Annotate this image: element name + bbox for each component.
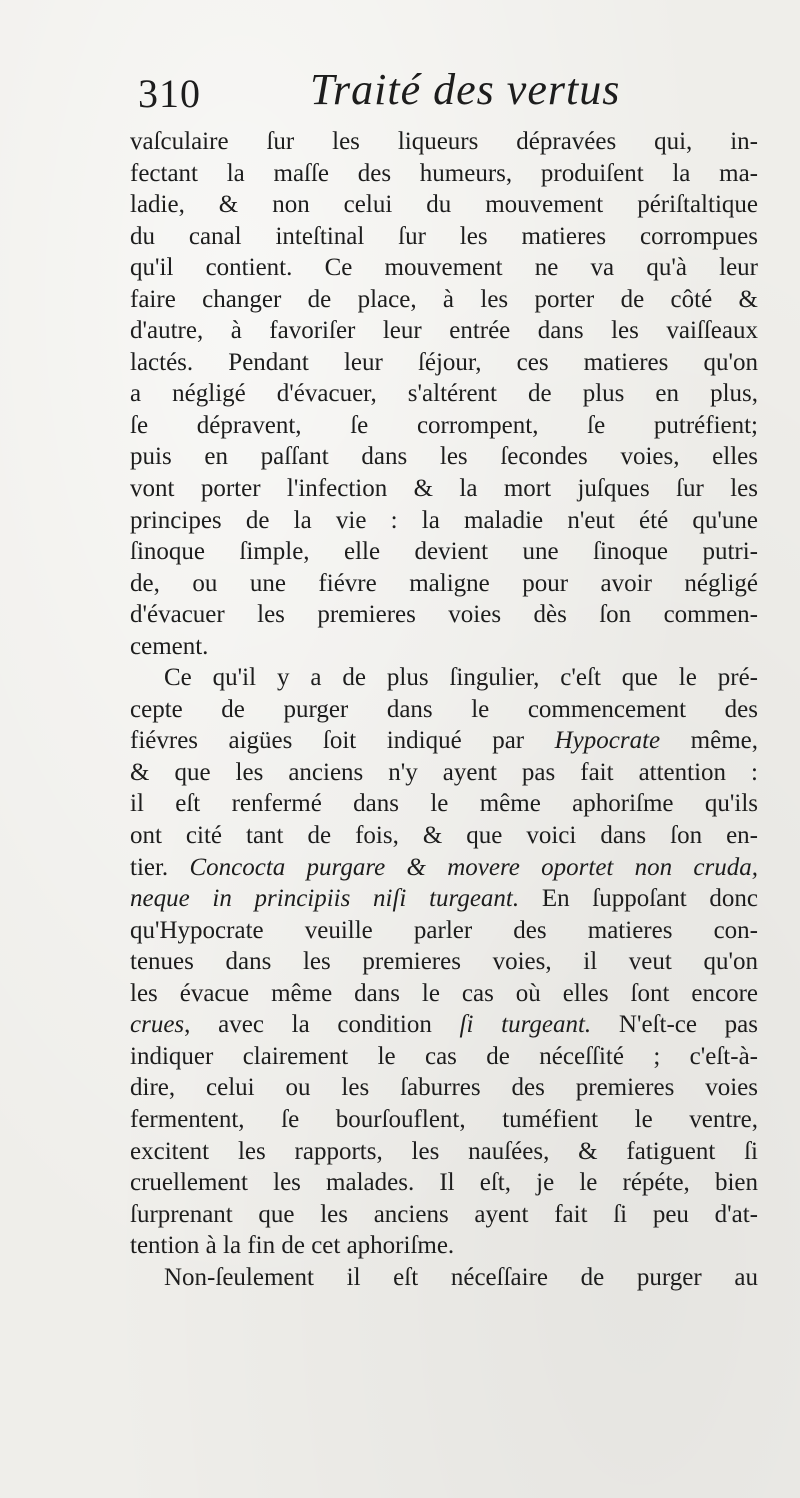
text-segment: Ce qu'il y a de plus ſingulier, c'eſt que le pré- xyxy=(164,664,758,692)
text-line xyxy=(130,1167,758,1199)
text-segment: tention à la fin de cet aphoriſme. xyxy=(130,1232,455,1260)
text-segment: excitent les rapports, les nauſées, & fatiguent ſi xyxy=(130,1137,758,1165)
text-segment: fiévres aigües ſoit indiqué par xyxy=(130,727,555,755)
text-segment: dire, celui ou les ſaburres des premieres voies xyxy=(130,1074,758,1102)
text-segment: les évacue même dans le cas où elles ſont encore xyxy=(130,979,758,1007)
text-line xyxy=(130,221,758,253)
text-line xyxy=(130,1104,758,1136)
text-segment: vaſculaire ſur les liqueurs dépravées qui, in- xyxy=(130,128,758,155)
text-segment: puis en paſſant dans les ſecondes voies, elles xyxy=(130,443,758,471)
text-line xyxy=(130,284,758,316)
text-segment: tenues dans les premieres voies, il veut qu'on xyxy=(130,948,758,976)
text-segment: a négligé d'évacuer, s'altérent de plus en plus, xyxy=(130,380,758,408)
text-line xyxy=(130,662,758,694)
text-line xyxy=(130,568,758,600)
text-line xyxy=(130,441,758,473)
text-line xyxy=(130,1136,758,1168)
text-line xyxy=(130,1009,758,1041)
text-line xyxy=(130,315,758,347)
text-segment: qu'il contient. Ce mouvement ne va qu'à leur xyxy=(130,254,758,282)
text-line xyxy=(130,820,758,852)
text-segment: d'évacuer les premieres voies dès ſon commen- xyxy=(130,601,758,629)
text-segment: du canal inteſtinal ſur les matieres corrompues xyxy=(130,222,758,250)
text-segment: fectant la maſſe des humeurs, produiſent la ma- xyxy=(130,159,758,187)
italic-segment: Hypocrate xyxy=(554,727,661,755)
text-segment: & que les anciens n'y ayent pas fait attention : xyxy=(130,758,758,786)
text-line xyxy=(130,788,758,820)
text-line xyxy=(130,1262,758,1294)
text-line xyxy=(130,915,758,947)
italic-segment: ſi turgeant. xyxy=(459,1011,592,1039)
page-header xyxy=(138,64,758,124)
text-line xyxy=(130,505,758,537)
text-line xyxy=(130,946,758,978)
text-segment: vont porter l'infection & la mort juſques ſur les xyxy=(130,475,758,503)
text-segment: ſinoque ſimple, elle devient une ſinoque putri- xyxy=(130,538,758,566)
text-line xyxy=(130,126,758,158)
text-segment: même, xyxy=(660,727,758,755)
text-line xyxy=(130,883,758,915)
text-segment: ſe dépravent, ſe corrompent, ſe putréfient; xyxy=(130,411,758,439)
text-segment: fermentent, ſe bourſouflent, tuméfient le ventre, xyxy=(130,1105,758,1133)
italic-segment: crues xyxy=(130,1011,185,1039)
text-line xyxy=(130,378,758,410)
text-line xyxy=(130,1199,758,1231)
text-line xyxy=(130,757,758,789)
text-line xyxy=(130,189,758,221)
text-segment: cepte de purger dans le commencement des xyxy=(130,695,758,723)
text-line xyxy=(130,725,758,757)
italic-segment: Concocta purgare & movere oportet non cruda, xyxy=(189,853,758,881)
text-line xyxy=(130,158,758,190)
body-text xyxy=(130,126,758,1293)
text-line xyxy=(130,1041,758,1073)
text-segment: cement. xyxy=(130,632,209,660)
italic-segment: neque in principiis niſi turgeant. xyxy=(130,885,520,913)
text-segment: principes de la vie : la maladie n'eut été qu'une xyxy=(130,506,758,534)
text-segment: ladie, & non celui du mouvement périſtaltique xyxy=(130,191,758,219)
text-segment: En ſuppoſant donc xyxy=(519,885,758,913)
text-segment: , avec la condition xyxy=(184,1011,460,1039)
text-line xyxy=(130,347,758,379)
text-line xyxy=(130,694,758,726)
text-segment: faire changer de place, à les porter de côté & xyxy=(130,285,758,313)
running-title: Traité des vertus xyxy=(310,65,621,114)
text-segment: indiquer clairement le cas de néceſſité ; c'eſt-à- xyxy=(130,1042,758,1070)
text-line xyxy=(130,410,758,442)
page-number: 310 xyxy=(138,71,201,116)
text-segment: lactés. Pendant leur ſéjour, ces matieres qu'on xyxy=(130,348,758,376)
text-segment: cruellement les malades. Il eſt, je le répéte, bien xyxy=(130,1169,758,1197)
text-line xyxy=(130,599,758,631)
text-line xyxy=(130,978,758,1010)
text-line xyxy=(130,1072,758,1104)
text-line xyxy=(130,852,758,884)
text-line xyxy=(130,473,758,505)
text-segment: tier. xyxy=(130,853,190,881)
text-segment: Non-ſeulement il eſt néceſſaire de purger au xyxy=(164,1263,758,1291)
text-segment: ſurprenant que les anciens ayent fait ſi peu d'at- xyxy=(130,1200,758,1228)
text-line xyxy=(130,631,758,663)
text-line xyxy=(130,1230,758,1262)
text-segment: d'autre, à favoriſer leur entrée dans les vaiſſeaux xyxy=(130,317,758,345)
text-segment: de, ou une fiévre maligne pour avoir négligé xyxy=(130,569,758,597)
text-segment: N'eſt-ce pas xyxy=(591,1011,758,1039)
text-segment: ont cité tant de fois, & que voici dans ſon en- xyxy=(130,822,758,850)
text-line xyxy=(130,252,758,284)
text-segment: qu'Hypocrate veuille parler des matieres con- xyxy=(130,916,758,944)
text-line xyxy=(130,536,758,568)
text-segment: il eſt renfermé dans le même aphoriſme qu'ils xyxy=(130,790,758,818)
